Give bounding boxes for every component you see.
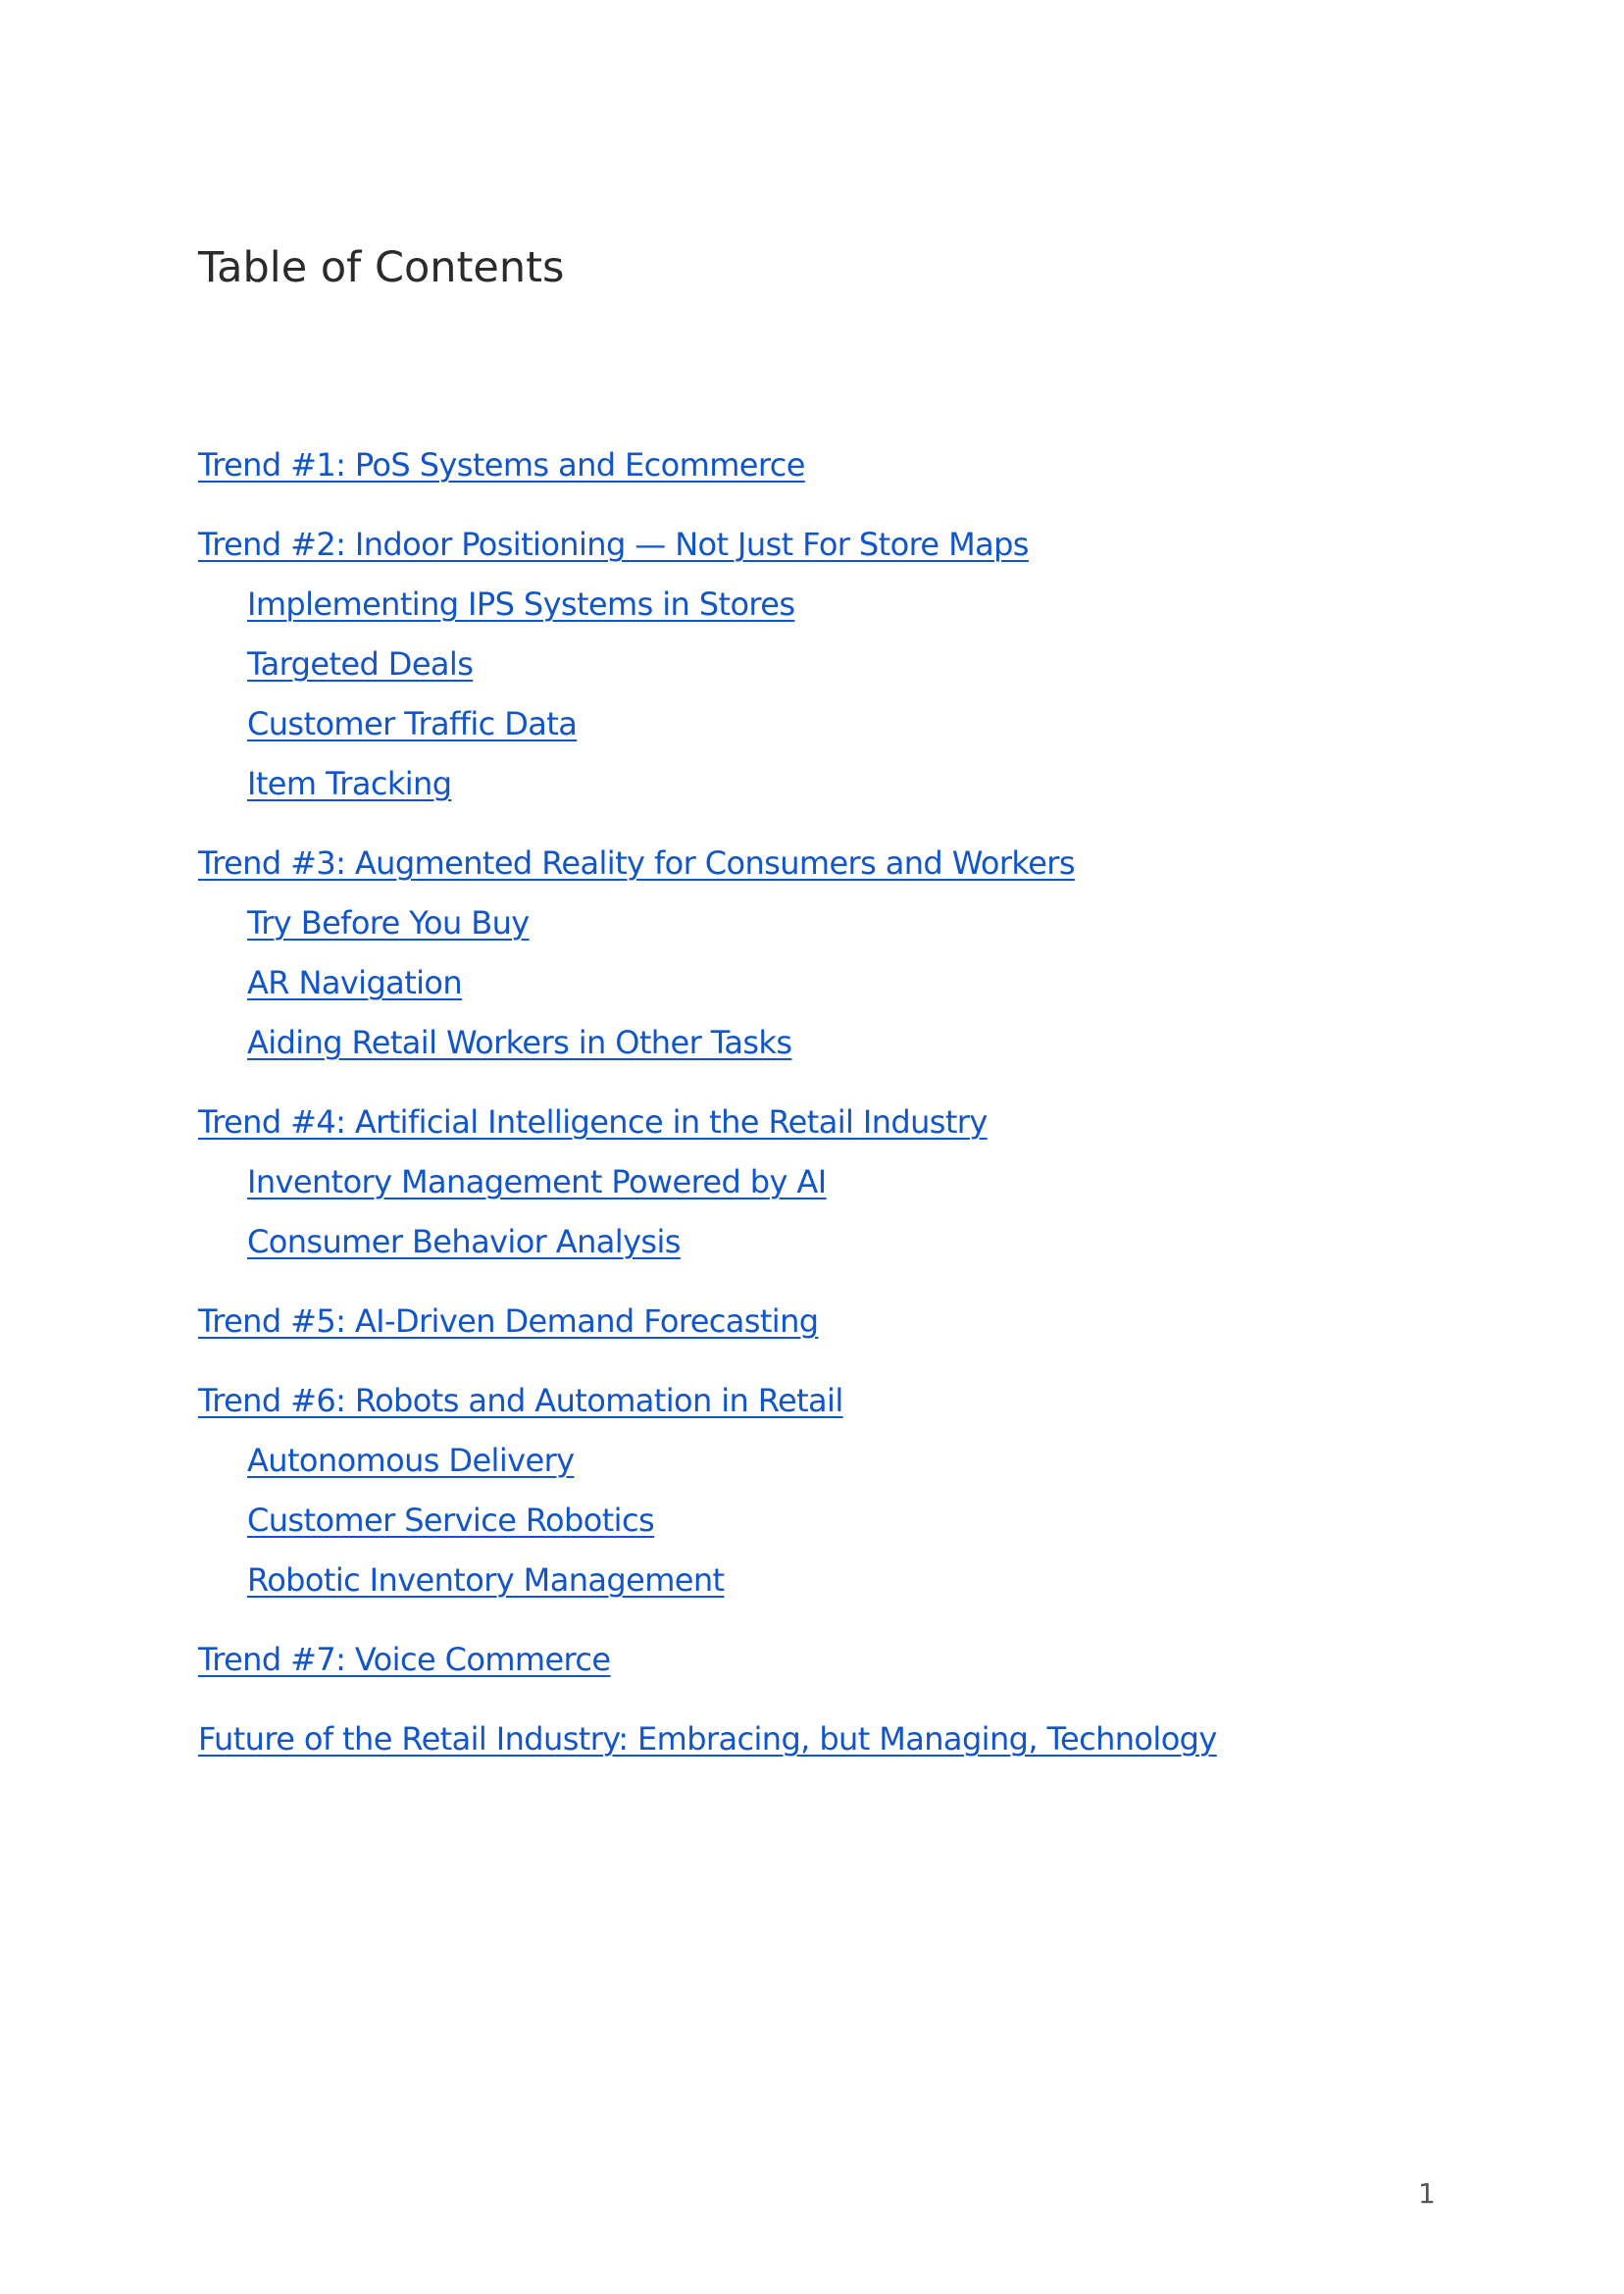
table-of-contents (198, 442, 1473, 1776)
toc-subentry (198, 900, 1473, 960)
toc-subentry (198, 960, 1473, 1020)
toc-entry (198, 1099, 1473, 1159)
toc-link[interactable]: Implementing IPS Systems in Stores (247, 586, 795, 623)
toc-link[interactable]: Autonomous Delivery (247, 1442, 575, 1479)
toc-subentry (198, 582, 1473, 641)
page-title: Table of Contents (198, 243, 565, 292)
toc-entry (198, 1378, 1473, 1438)
toc-entry (198, 1716, 1473, 1776)
toc-link[interactable]: Trend #4: Artificial Intelligence in the Retail Industry (198, 1103, 988, 1141)
toc-subentry (198, 761, 1473, 821)
toc-subentry (198, 1498, 1473, 1557)
toc-entry (198, 1637, 1473, 1697)
toc-link[interactable]: Trend #6: Robots and Automation in Retail (198, 1382, 843, 1419)
toc-link[interactable]: Trend #1: PoS Systems and Ecommerce (198, 446, 805, 484)
toc-link[interactable]: Inventory Management Powered by AI (247, 1163, 827, 1200)
toc-subentry (198, 701, 1473, 761)
toc-link[interactable]: Customer Service Robotics (247, 1502, 655, 1539)
toc-link[interactable]: Trend #7: Voice Commerce (198, 1641, 611, 1678)
toc-link[interactable]: Trend #3: Augmented Reality for Consumers and Workers (198, 844, 1075, 882)
toc-entry (198, 841, 1473, 900)
toc-link[interactable]: Item Tracking (247, 765, 452, 802)
toc-entry (198, 522, 1473, 582)
toc-subentry (198, 1020, 1473, 1080)
page-number: 1 (1418, 2177, 1436, 2210)
toc-subentry (198, 1557, 1473, 1617)
toc-link[interactable]: Trend #2: Indoor Positioning — Not Just For Store Maps (198, 526, 1029, 563)
toc-entry (198, 442, 1473, 502)
toc-link[interactable]: Robotic Inventory Management (247, 1561, 725, 1599)
toc-link[interactable]: Trend #5: AI-Driven Demand Forecasting (198, 1302, 819, 1340)
toc-subentry (198, 641, 1473, 701)
toc-link[interactable]: Aiding Retail Workers in Other Tasks (247, 1024, 792, 1061)
toc-link[interactable]: AR Navigation (247, 964, 463, 1001)
toc-link[interactable]: Try Before You Buy (247, 904, 530, 942)
toc-link[interactable]: Future of the Retail Industry: Embracing, but Managing, Technology (198, 1720, 1217, 1758)
toc-link[interactable]: Customer Traffic Data (247, 705, 578, 742)
toc-subentry (198, 1438, 1473, 1498)
toc-link[interactable]: Targeted Deals (247, 645, 474, 683)
toc-subentry (198, 1159, 1473, 1219)
toc-subentry (198, 1219, 1473, 1279)
toc-entry (198, 1299, 1473, 1358)
toc-link[interactable]: Consumer Behavior Analysis (247, 1223, 681, 1260)
